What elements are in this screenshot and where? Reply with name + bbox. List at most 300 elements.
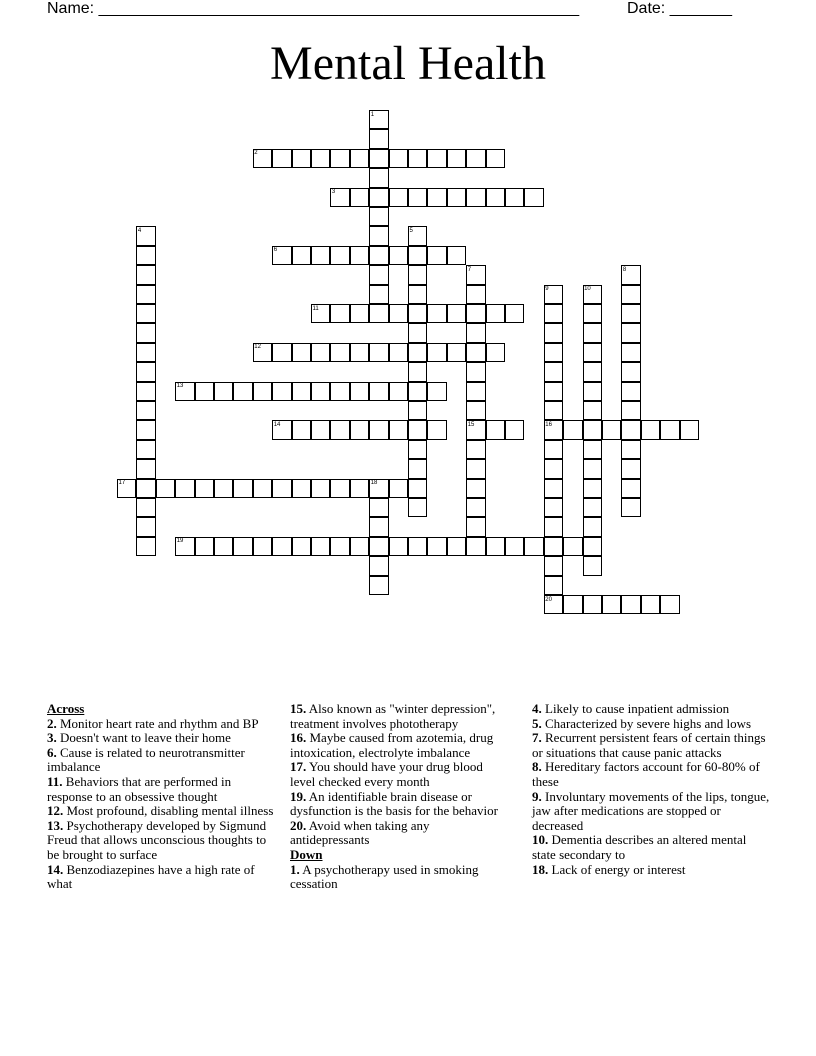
- clue-item: [290, 702, 510, 731]
- crossword-cell[interactable]: [466, 188, 485, 207]
- crossword-cell[interactable]: [136, 479, 155, 498]
- clue-item: [532, 760, 772, 789]
- crossword-cell[interactable]: [466, 479, 485, 498]
- crossword-cell[interactable]: [408, 149, 427, 168]
- crossword-cell[interactable]: [350, 537, 369, 556]
- clue-number: 11.: [47, 773, 63, 789]
- crossword-cell[interactable]: [466, 440, 485, 459]
- crossword-cell[interactable]: [583, 459, 602, 478]
- clue-number: 12.: [47, 803, 64, 819]
- crossword-cell[interactable]: [350, 420, 369, 439]
- crossword-cell[interactable]: [466, 401, 485, 420]
- clue-text: Characterized by severe highs and lows: [545, 715, 752, 731]
- crossword-cell[interactable]: [544, 537, 563, 556]
- crossword-cell[interactable]: [330, 479, 349, 498]
- crossword-cell[interactable]: [466, 285, 485, 304]
- crossword-cell[interactable]: [408, 226, 427, 245]
- crossword-cell[interactable]: [369, 226, 388, 245]
- crossword-cell[interactable]: [253, 149, 272, 168]
- crossword-cell[interactable]: [544, 362, 563, 381]
- crossword-cell[interactable]: [175, 537, 194, 556]
- crossword-cell[interactable]: [136, 343, 155, 362]
- crossword-cell[interactable]: [311, 420, 330, 439]
- crossword-cell[interactable]: [427, 246, 446, 265]
- crossword-cell[interactable]: [369, 285, 388, 304]
- crossword-cell[interactable]: [544, 440, 563, 459]
- crossword-cell[interactable]: [136, 265, 155, 284]
- clue-number-label: 2: [254, 150, 258, 157]
- clue-number: 7.: [532, 730, 542, 746]
- crossword-cell[interactable]: [136, 517, 155, 536]
- crossword-cell[interactable]: [583, 323, 602, 342]
- clue-text: Involuntary movements of the lips, tongue, jaw after medications are stopped or decreased: [532, 788, 770, 833]
- clue-item: [532, 863, 772, 878]
- clue-item: [47, 804, 279, 819]
- clue-item: [47, 746, 279, 775]
- crossword-cell[interactable]: [272, 343, 291, 362]
- clue-text: Maybe caused from azotemia, drug intoxication, electrolyte imbalance: [290, 730, 494, 760]
- crossword-cell[interactable]: [641, 595, 660, 614]
- crossword-cell[interactable]: [330, 246, 349, 265]
- crossword-cell[interactable]: [408, 362, 427, 381]
- clue-item: [532, 731, 772, 760]
- clue-number-label: 7: [467, 266, 472, 273]
- clue-number: 5.: [532, 715, 542, 731]
- crossword-cell[interactable]: [466, 420, 485, 439]
- crossword-cell[interactable]: [253, 479, 272, 498]
- crossword-cell[interactable]: [583, 401, 602, 420]
- clue-text: Behaviors that are performed in response to an obsessive thought: [47, 773, 232, 804]
- clue-item: [532, 717, 772, 732]
- crossword-cell[interactable]: [583, 537, 602, 556]
- crossword-cell[interactable]: [195, 479, 214, 498]
- crossword-cell[interactable]: [369, 110, 388, 129]
- crossword-cell[interactable]: [233, 537, 252, 556]
- crossword-cell[interactable]: [369, 129, 388, 148]
- crossword-cell[interactable]: [544, 420, 563, 439]
- crossword-cell[interactable]: [292, 479, 311, 498]
- clue-number: 8.: [532, 759, 542, 775]
- clue-text: Psychotherapy developed by Sigmund Freud that allows unconscious thoughts to be brought to surface: [47, 817, 267, 862]
- crossword-cell[interactable]: [369, 576, 388, 595]
- crossword-cell[interactable]: [350, 304, 369, 323]
- crossword-cell[interactable]: [350, 149, 369, 168]
- clue-text: Benzodiazepines have a high rate of what: [47, 861, 255, 892]
- clue-number: 3.: [47, 730, 57, 746]
- crossword-cell[interactable]: [369, 382, 388, 401]
- clue-number: 13.: [47, 817, 64, 833]
- clue-item: [47, 731, 279, 746]
- crossword-cell[interactable]: [621, 323, 640, 342]
- clue-item: [532, 833, 772, 862]
- clue-number-label: 20: [545, 596, 552, 603]
- crossword-cell[interactable]: [369, 149, 388, 168]
- clue-item: [47, 863, 279, 892]
- crossword-cell[interactable]: [505, 188, 524, 207]
- crossword-cell[interactable]: [330, 188, 349, 207]
- crossword-cell[interactable]: [369, 420, 388, 439]
- crossword-cell[interactable]: [292, 343, 311, 362]
- crossword-cell[interactable]: [136, 246, 155, 265]
- crossword-cell[interactable]: [389, 304, 408, 323]
- crossword-cell[interactable]: [369, 304, 388, 323]
- crossword-cell[interactable]: [311, 479, 330, 498]
- crossword-cell[interactable]: [544, 479, 563, 498]
- clue-number-label: 15: [467, 421, 475, 428]
- clue-item: [47, 819, 279, 863]
- crossword-cell[interactable]: [583, 556, 602, 575]
- clue-number: 6.: [47, 744, 57, 760]
- down-heading: Down: [290, 846, 323, 862]
- clue-number-label: 14: [273, 421, 281, 428]
- crossword-cell[interactable]: [350, 343, 369, 362]
- crossword-cell[interactable]: [214, 382, 233, 401]
- clue-number-label: 1: [370, 111, 375, 118]
- crossword-cell[interactable]: [486, 149, 505, 168]
- crossword-cell[interactable]: [427, 304, 446, 323]
- crossword-cell[interactable]: [583, 517, 602, 536]
- crossword-cell[interactable]: [583, 498, 602, 517]
- crossword-cell[interactable]: [583, 362, 602, 381]
- clues-column-3: [532, 702, 772, 877]
- crossword-cell[interactable]: [311, 537, 330, 556]
- clue-text: Dementia describes an altered mental state secondary to: [532, 832, 747, 862]
- crossword-cell[interactable]: [350, 479, 369, 498]
- crossword-cell[interactable]: [330, 537, 349, 556]
- crossword-cell[interactable]: [350, 188, 369, 207]
- crossword-cell[interactable]: [408, 420, 427, 439]
- clue-number-label: 9: [545, 286, 549, 293]
- crossword-cell[interactable]: [427, 382, 446, 401]
- across-heading: Across: [47, 701, 85, 716]
- crossword-cell[interactable]: [195, 537, 214, 556]
- crossword-cell[interactable]: [621, 498, 640, 517]
- crossword-cell[interactable]: [369, 498, 388, 517]
- clue-item: [290, 731, 510, 760]
- crossword-cell[interactable]: [583, 440, 602, 459]
- crossword-cell[interactable]: [369, 188, 388, 207]
- crossword-cell[interactable]: [447, 188, 466, 207]
- clue-text: You should have your drug blood level checked every month: [290, 759, 483, 789]
- crossword-cell[interactable]: [272, 246, 291, 265]
- crossword-cell[interactable]: [389, 149, 408, 168]
- crossword-cell[interactable]: [621, 595, 640, 614]
- crossword-cell[interactable]: [447, 537, 466, 556]
- clue-number: 14.: [47, 861, 64, 877]
- crossword-cell[interactable]: [389, 420, 408, 439]
- crossword-cell[interactable]: [389, 479, 408, 498]
- clue-number-label: 5: [409, 227, 413, 234]
- crossword-cell[interactable]: [369, 246, 388, 265]
- crossword-cell[interactable]: [175, 479, 194, 498]
- clue-number-label: 11: [312, 305, 319, 312]
- crossword-cell[interactable]: [544, 401, 563, 420]
- crossword-cell[interactable]: [466, 382, 485, 401]
- crossword-cell[interactable]: [486, 343, 505, 362]
- crossword-cell[interactable]: [486, 537, 505, 556]
- crossword-cell[interactable]: [427, 188, 446, 207]
- clue-text: Lack of energy or interest: [551, 861, 686, 877]
- clue-text: Also known as "winter depression", treatment involves phototherapy: [290, 701, 496, 731]
- clue-number-label: 18: [370, 480, 378, 487]
- crossword-cell[interactable]: [524, 537, 543, 556]
- crossword-cell[interactable]: [408, 498, 427, 517]
- crossword-cell[interactable]: [136, 323, 155, 342]
- crossword-cell[interactable]: [136, 304, 155, 323]
- crossword-cell[interactable]: [311, 246, 330, 265]
- crossword-cell[interactable]: [272, 479, 291, 498]
- clue-number: 18.: [532, 861, 549, 877]
- crossword-cell[interactable]: [544, 304, 563, 323]
- crossword-cell[interactable]: [466, 343, 485, 362]
- clue-text: Doesn't want to leave their home: [60, 730, 231, 746]
- crossword-cell[interactable]: [544, 556, 563, 575]
- crossword-cell[interactable]: [427, 149, 446, 168]
- crossword-cell[interactable]: [621, 401, 640, 420]
- crossword-cell[interactable]: [486, 188, 505, 207]
- crossword-cell[interactable]: [272, 537, 291, 556]
- crossword-cell[interactable]: [486, 420, 505, 439]
- crossword-cell[interactable]: [292, 149, 311, 168]
- crossword-cell[interactable]: [117, 479, 136, 498]
- clue-number-label: 19: [176, 538, 184, 545]
- crossword-cell[interactable]: [583, 285, 602, 304]
- crossword-cell[interactable]: [136, 459, 155, 478]
- crossword-cell[interactable]: [369, 556, 388, 575]
- crossword-cell[interactable]: [408, 304, 427, 323]
- crossword-cell[interactable]: [253, 343, 272, 362]
- crossword-cell[interactable]: [447, 149, 466, 168]
- clue-item: [47, 775, 279, 804]
- clue-text: An identifiable brain disease or dysfunction is the basis for the behavior: [290, 788, 498, 819]
- crossword-cell[interactable]: [408, 479, 427, 498]
- crossword-cell[interactable]: [369, 517, 388, 536]
- crossword-cell[interactable]: [583, 382, 602, 401]
- crossword-cell[interactable]: [233, 479, 252, 498]
- crossword-cell[interactable]: [311, 304, 330, 323]
- crossword-cell[interactable]: [544, 343, 563, 362]
- clue-number: 20.: [290, 817, 307, 833]
- clue-number: 10.: [532, 832, 549, 848]
- clue-number: 19.: [290, 788, 307, 804]
- crossword-cell[interactable]: [505, 304, 524, 323]
- crossword-cell[interactable]: [214, 479, 233, 498]
- clue-text: Hereditary factors account for 60-80% of these: [532, 759, 760, 789]
- crossword-cell[interactable]: [466, 459, 485, 478]
- clue-item: [290, 819, 510, 848]
- crossword-cell[interactable]: [408, 401, 427, 420]
- clue-text: A psychotherapy used in smoking cessation: [290, 861, 479, 892]
- clue-number-label: 13: [176, 383, 184, 390]
- crossword-cell[interactable]: [621, 459, 640, 478]
- crossword-cell[interactable]: [505, 420, 524, 439]
- crossword-cell[interactable]: [408, 343, 427, 362]
- crossword-cell[interactable]: [466, 323, 485, 342]
- crossword-cell[interactable]: [660, 595, 679, 614]
- crossword-cell[interactable]: [311, 343, 330, 362]
- crossword-cell[interactable]: [466, 537, 485, 556]
- crossword-cell[interactable]: [680, 420, 699, 439]
- crossword-cell[interactable]: [524, 188, 543, 207]
- crossword-cell[interactable]: [544, 498, 563, 517]
- crossword-cell[interactable]: [621, 304, 640, 323]
- crossword-cell[interactable]: [621, 479, 640, 498]
- clues-column-1: [47, 702, 279, 892]
- crossword-cell[interactable]: [369, 479, 388, 498]
- crossword-cell[interactable]: [156, 479, 175, 498]
- crossword-cell[interactable]: [389, 537, 408, 556]
- crossword-cell[interactable]: [447, 304, 466, 323]
- crossword-cell[interactable]: [389, 343, 408, 362]
- crossword-cell[interactable]: [195, 382, 214, 401]
- clue-item: [290, 863, 510, 892]
- crossword-cell[interactable]: [136, 285, 155, 304]
- crossword-cell[interactable]: [292, 537, 311, 556]
- clue-text: Most profound, disabling mental illness: [66, 803, 274, 819]
- crossword-cell[interactable]: [563, 420, 582, 439]
- crossword-cell[interactable]: [408, 188, 427, 207]
- crossword-cell[interactable]: [427, 537, 446, 556]
- clue-number-label: 17: [118, 480, 126, 487]
- crossword-cell[interactable]: [311, 382, 330, 401]
- clue-item: [290, 790, 510, 819]
- crossword-cell[interactable]: [408, 285, 427, 304]
- crossword-cell[interactable]: [621, 285, 640, 304]
- crossword-cell[interactable]: [505, 537, 524, 556]
- crossword-cell[interactable]: [350, 382, 369, 401]
- crossword-cell[interactable]: [486, 304, 505, 323]
- crossword-cell[interactable]: [311, 149, 330, 168]
- crossword-cell[interactable]: [272, 149, 291, 168]
- crossword-cell[interactable]: [621, 420, 640, 439]
- crossword-cell[interactable]: [641, 420, 660, 439]
- crossword-cell[interactable]: [544, 285, 563, 304]
- crossword-cell[interactable]: [621, 265, 640, 284]
- crossword-cell[interactable]: [621, 440, 640, 459]
- crossword-cell[interactable]: [330, 304, 349, 323]
- crossword-cell[interactable]: [292, 420, 311, 439]
- clue-item: [532, 790, 772, 834]
- crossword-cell[interactable]: [544, 595, 563, 614]
- crossword-cell[interactable]: [330, 382, 349, 401]
- crossword-cell[interactable]: [408, 323, 427, 342]
- crossword-cell[interactable]: [408, 265, 427, 284]
- crossword-cell[interactable]: [583, 304, 602, 323]
- crossword-cell[interactable]: [466, 304, 485, 323]
- clue-item: [532, 702, 772, 717]
- crossword-cell[interactable]: [233, 382, 252, 401]
- crossword-cell[interactable]: [427, 420, 446, 439]
- crossword-cell[interactable]: [583, 595, 602, 614]
- clue-text: Avoid when taking any antidepressants: [290, 817, 430, 848]
- crossword-cell[interactable]: [408, 459, 427, 478]
- crossword-cell[interactable]: [136, 498, 155, 517]
- crossword-cell[interactable]: [272, 382, 291, 401]
- crossword-cell[interactable]: [369, 207, 388, 226]
- crossword-cell[interactable]: [544, 576, 563, 595]
- crossword-cell[interactable]: [583, 343, 602, 362]
- crossword-cell[interactable]: [292, 382, 311, 401]
- clue-text: Recurrent persistent fears of certain things or situations that cause panic attacks: [532, 730, 766, 760]
- crossword-cell[interactable]: [602, 420, 621, 439]
- crossword-cell[interactable]: [621, 343, 640, 362]
- crossword-cell[interactable]: [447, 246, 466, 265]
- crossword-cell[interactable]: [408, 246, 427, 265]
- crossword-cell[interactable]: [660, 420, 679, 439]
- crossword-cell[interactable]: [408, 537, 427, 556]
- crossword-cell[interactable]: [466, 149, 485, 168]
- crossword-cell[interactable]: [621, 382, 640, 401]
- crossword-cell[interactable]: [427, 343, 446, 362]
- clue-text: Cause is related to neurotransmitter imbalance: [47, 744, 245, 775]
- crossword-cell[interactable]: [136, 401, 155, 420]
- crossword-cell[interactable]: [175, 382, 194, 401]
- clue-number-label: 8: [622, 266, 627, 273]
- crossword-cell[interactable]: [369, 343, 388, 362]
- crossword-cell[interactable]: [544, 323, 563, 342]
- crossword-cell[interactable]: [136, 537, 155, 556]
- clue-number-label: 3: [331, 189, 336, 196]
- crossword-cell[interactable]: [544, 517, 563, 536]
- crossword-cell[interactable]: [253, 537, 272, 556]
- crossword-cell[interactable]: [466, 517, 485, 536]
- crossword-cell[interactable]: [544, 459, 563, 478]
- crossword-cell[interactable]: [583, 420, 602, 439]
- crossword-cell[interactable]: [136, 382, 155, 401]
- clue-number-label: 4: [137, 227, 142, 234]
- crossword-cell[interactable]: [389, 382, 408, 401]
- crossword-cell[interactable]: [369, 265, 388, 284]
- crossword-cell[interactable]: [136, 362, 155, 381]
- crossword-cell[interactable]: [369, 537, 388, 556]
- crossword-cell[interactable]: [621, 362, 640, 381]
- crossword-cell[interactable]: [136, 440, 155, 459]
- crossword-cell[interactable]: [447, 343, 466, 362]
- clue-number-label: 16: [545, 421, 552, 428]
- crossword-cell[interactable]: [466, 498, 485, 517]
- crossword-cell[interactable]: [544, 382, 563, 401]
- crossword-cell[interactable]: [330, 420, 349, 439]
- crossword-cell[interactable]: [408, 440, 427, 459]
- crossword-cell[interactable]: [330, 343, 349, 362]
- crossword-cell[interactable]: [466, 362, 485, 381]
- crossword-cell[interactable]: [389, 246, 408, 265]
- crossword-cell[interactable]: [214, 537, 233, 556]
- clue-number: 1.: [290, 861, 300, 877]
- crossword-cell[interactable]: [350, 246, 369, 265]
- crossword-cell[interactable]: [602, 595, 621, 614]
- crossword-cell[interactable]: [272, 420, 291, 439]
- clue-item: [290, 760, 510, 789]
- crossword-cell[interactable]: [253, 382, 272, 401]
- crossword-cell[interactable]: [292, 246, 311, 265]
- crossword-cell[interactable]: [136, 226, 155, 245]
- clue-number-label: 10: [584, 286, 591, 293]
- crossword-cell[interactable]: [369, 168, 388, 187]
- clue-number: 17.: [290, 759, 307, 775]
- clues-column-2: [290, 702, 510, 892]
- date-label: Date: _______: [627, 0, 732, 17]
- crossword-cell[interactable]: [408, 382, 427, 401]
- crossword-cell[interactable]: [563, 537, 582, 556]
- clue-number: 15.: [290, 701, 307, 716]
- crossword-cell[interactable]: [583, 479, 602, 498]
- crossword-cell[interactable]: [136, 420, 155, 439]
- crossword-cell[interactable]: [389, 188, 408, 207]
- crossword-cell[interactable]: [466, 265, 485, 284]
- crossword-cell[interactable]: [330, 149, 349, 168]
- crossword-cell[interactable]: [563, 595, 582, 614]
